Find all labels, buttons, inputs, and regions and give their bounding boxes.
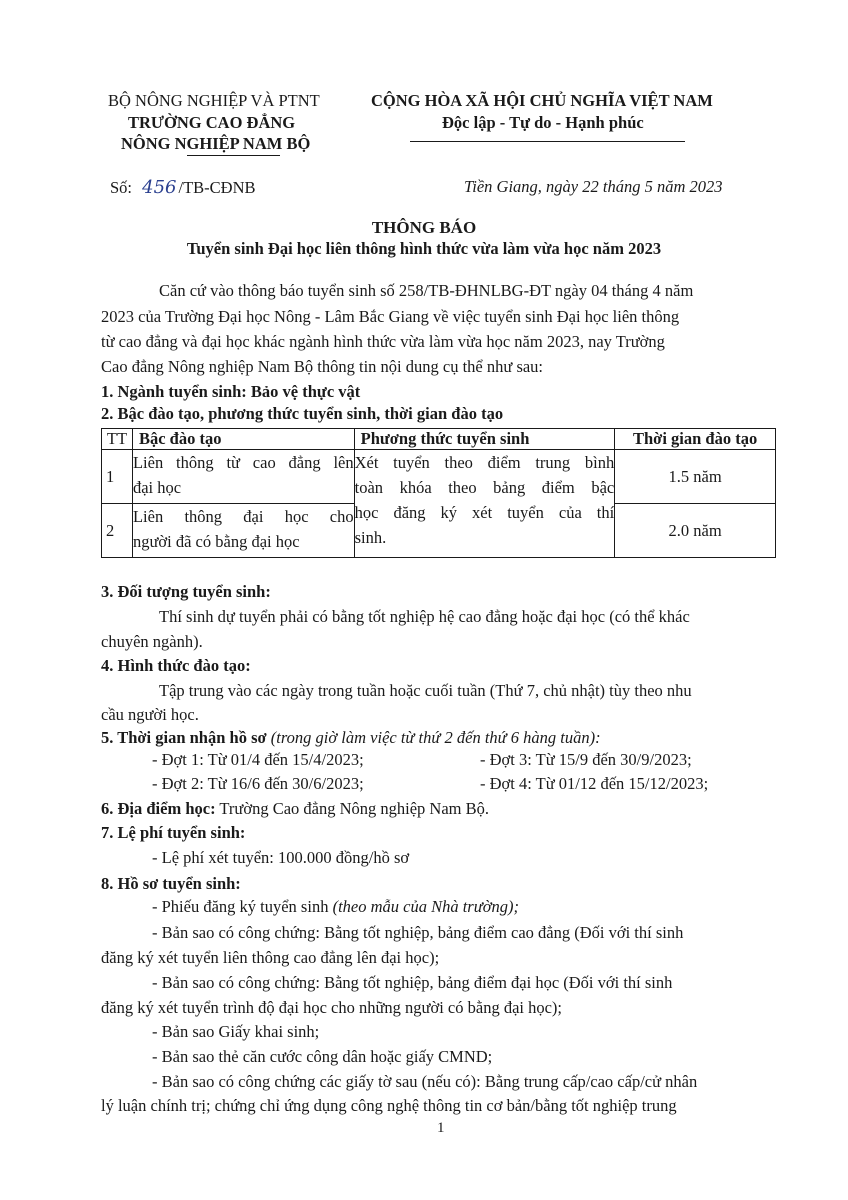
section-8-heading: 8. Hồ sơ tuyển sinh:: [101, 874, 241, 893]
section-4-line-2: cầu người học.: [101, 705, 199, 724]
round-3: - Đợt 3: Từ 15/9 đến 30/9/2023;: [480, 750, 692, 769]
round-1: - Đợt 1: Từ 01/4 đến 15/4/2023;: [152, 750, 364, 769]
doc-item-3-line-2: đăng ký xét tuyển trình độ đại học cho những người có bằng đại học);: [101, 998, 563, 1017]
place-date: Tiền Giang, ngày 22 tháng 5 năm 2023: [464, 177, 723, 196]
section-2-heading: 2. Bậc đào tạo, phương thức tuyển sinh, thời gian đào tạo: [101, 404, 504, 423]
doc-item-6-line-2: lý luận chính trị; chứng chỉ ứng dụng công nghệ thông tin cơ bản/bằng tốt nghiệp trung: [101, 1096, 677, 1115]
number-prefix: Số:: [110, 178, 133, 197]
section-6: 6. Địa điểm học: Trường Cao đẳng Nông nghiệp Nam Bộ.: [101, 799, 489, 818]
section-3-line-1: Thí sinh dự tuyển phải có bằng tốt nghiệp hệ cao đẳng hoặc đại học (có thể khác: [159, 607, 690, 626]
section-3-line-2: chuyên ngành).: [101, 632, 203, 651]
school-underline: [187, 155, 280, 156]
fee-line: - Lệ phí xét tuyển: 100.000 đồng/hồ sơ: [152, 848, 410, 867]
doc-item-2-line-1: - Bản sao có công chứng: Bằng tốt nghiệp, bảng điểm cao đẳng (Đối với thí sinh: [152, 923, 684, 942]
intro-line-4: Cao đẳng Nông nghiệp Nam Bộ thông tin nội dung cụ thể như sau:: [101, 357, 544, 376]
round-2: - Đợt 2: Từ 16/6 đến 30/6/2023;: [152, 774, 364, 793]
training-table: [101, 428, 776, 558]
doc-item-6-line-1: - Bản sao có công chứng các giấy tờ sau (nếu có): Bằng trung cấp/cao cấp/cử nhân: [152, 1072, 698, 1091]
section-1-heading: 1. Ngành tuyển sinh: Bảo vệ thực vật: [101, 382, 361, 401]
intro-line-1: Căn cứ vào thông báo tuyển sinh số 258/TB-ĐHNLBG-ĐT ngày 04 tháng 4 năm: [159, 281, 694, 300]
row-1-tt: 1: [102, 450, 133, 504]
document-number: [110, 179, 256, 197]
row-2-time: 2.0 năm: [615, 504, 776, 558]
section-5-heading: 5. Thời gian nhận hồ sơ (trong giờ làm việc từ thứ 2 đến thứ 6 hàng tuần):: [101, 728, 601, 747]
section-4-line-1: Tập trung vào các ngày trong tuần hoặc cuối tuần (Thứ 7, chủ nhật) tùy theo nhu: [159, 681, 692, 700]
section-4-heading: 4. Hình thức đào tạo:: [101, 656, 251, 675]
page-title: THÔNG BÁO: [371, 218, 477, 237]
doc-item-2-line-2: đăng ký xét tuyển liên thông cao đẳng lên đại học);: [101, 948, 440, 967]
doc-item-5: - Bản sao thẻ căn cước công dân hoặc giấy CMND;: [152, 1047, 493, 1066]
row-1-time: 1.5 năm: [615, 450, 776, 504]
intro-line-3: từ cao đẳng và đại học khác ngành hình thức vừa làm vừa học năm 2023, nay Trường: [101, 332, 665, 351]
row-2-level: Liên thông đại học cho người đã có bằng đại học: [132, 504, 354, 558]
table-row: [102, 450, 776, 504]
table-header-row: [102, 429, 776, 450]
page-subtitle: Tuyển sinh Đại học liên thông hình thức vừa làm vừa học năm 2023: [186, 239, 662, 258]
round-4: - Đợt 4: Từ 01/12 đến 15/12/2023;: [480, 774, 709, 793]
national-motto: Độc lập - Tự do - Hạnh phúc: [442, 113, 644, 132]
method-cell: Xét tuyển theo điểm trung bình toàn khóa theo bảng điểm bậc học đăng ký xét tuyển của thí sinh.: [354, 450, 615, 558]
motto-underline: [410, 141, 685, 142]
row-1-level: Liên thông từ cao đẳng lên đại học: [132, 450, 354, 504]
doc-item-3-line-1: - Bản sao có công chứng: Bằng tốt nghiệp, bảng điểm đại học (Đối với thí sinh: [152, 973, 673, 992]
school-name-line1: TRƯỜNG CAO ĐẲNG: [128, 113, 296, 132]
doc-item-4: - Bản sao Giấy khai sinh;: [152, 1022, 320, 1041]
table-header-method: Phương thức tuyển sinh: [354, 429, 615, 450]
number-suffix: /TB-CĐNB: [178, 178, 256, 197]
intro-line-2: 2023 của Trường Đại học Nông - Lâm Bắc Giang về việc tuyển sinh Đại học liên thông: [101, 307, 680, 326]
republic-name: CỘNG HÒA XÃ HỘI CHỦ NGHĨA VIỆT NAM: [371, 91, 713, 110]
table-header-time: Thời gian đào tạo: [615, 429, 776, 450]
row-2-tt: 2: [102, 504, 133, 558]
section-3-heading: 3. Đối tượng tuyển sinh:: [101, 582, 271, 601]
number-handwritten: 456: [142, 177, 177, 198]
section-7-heading: 7. Lệ phí tuyển sinh:: [101, 823, 246, 842]
school-name-line2: NÔNG NGHIỆP NAM BỘ: [121, 134, 311, 153]
doc-item-1: - Phiếu đăng ký tuyển sinh (theo mẫu của Nhà trường);: [152, 897, 520, 916]
page-number: 1: [437, 1120, 445, 1136]
table-header-tt: TT: [102, 429, 133, 450]
table-header-level: Bậc đào tạo: [132, 429, 354, 450]
ministry-name: BỘ NÔNG NGHIỆP VÀ PTNT: [108, 91, 320, 110]
